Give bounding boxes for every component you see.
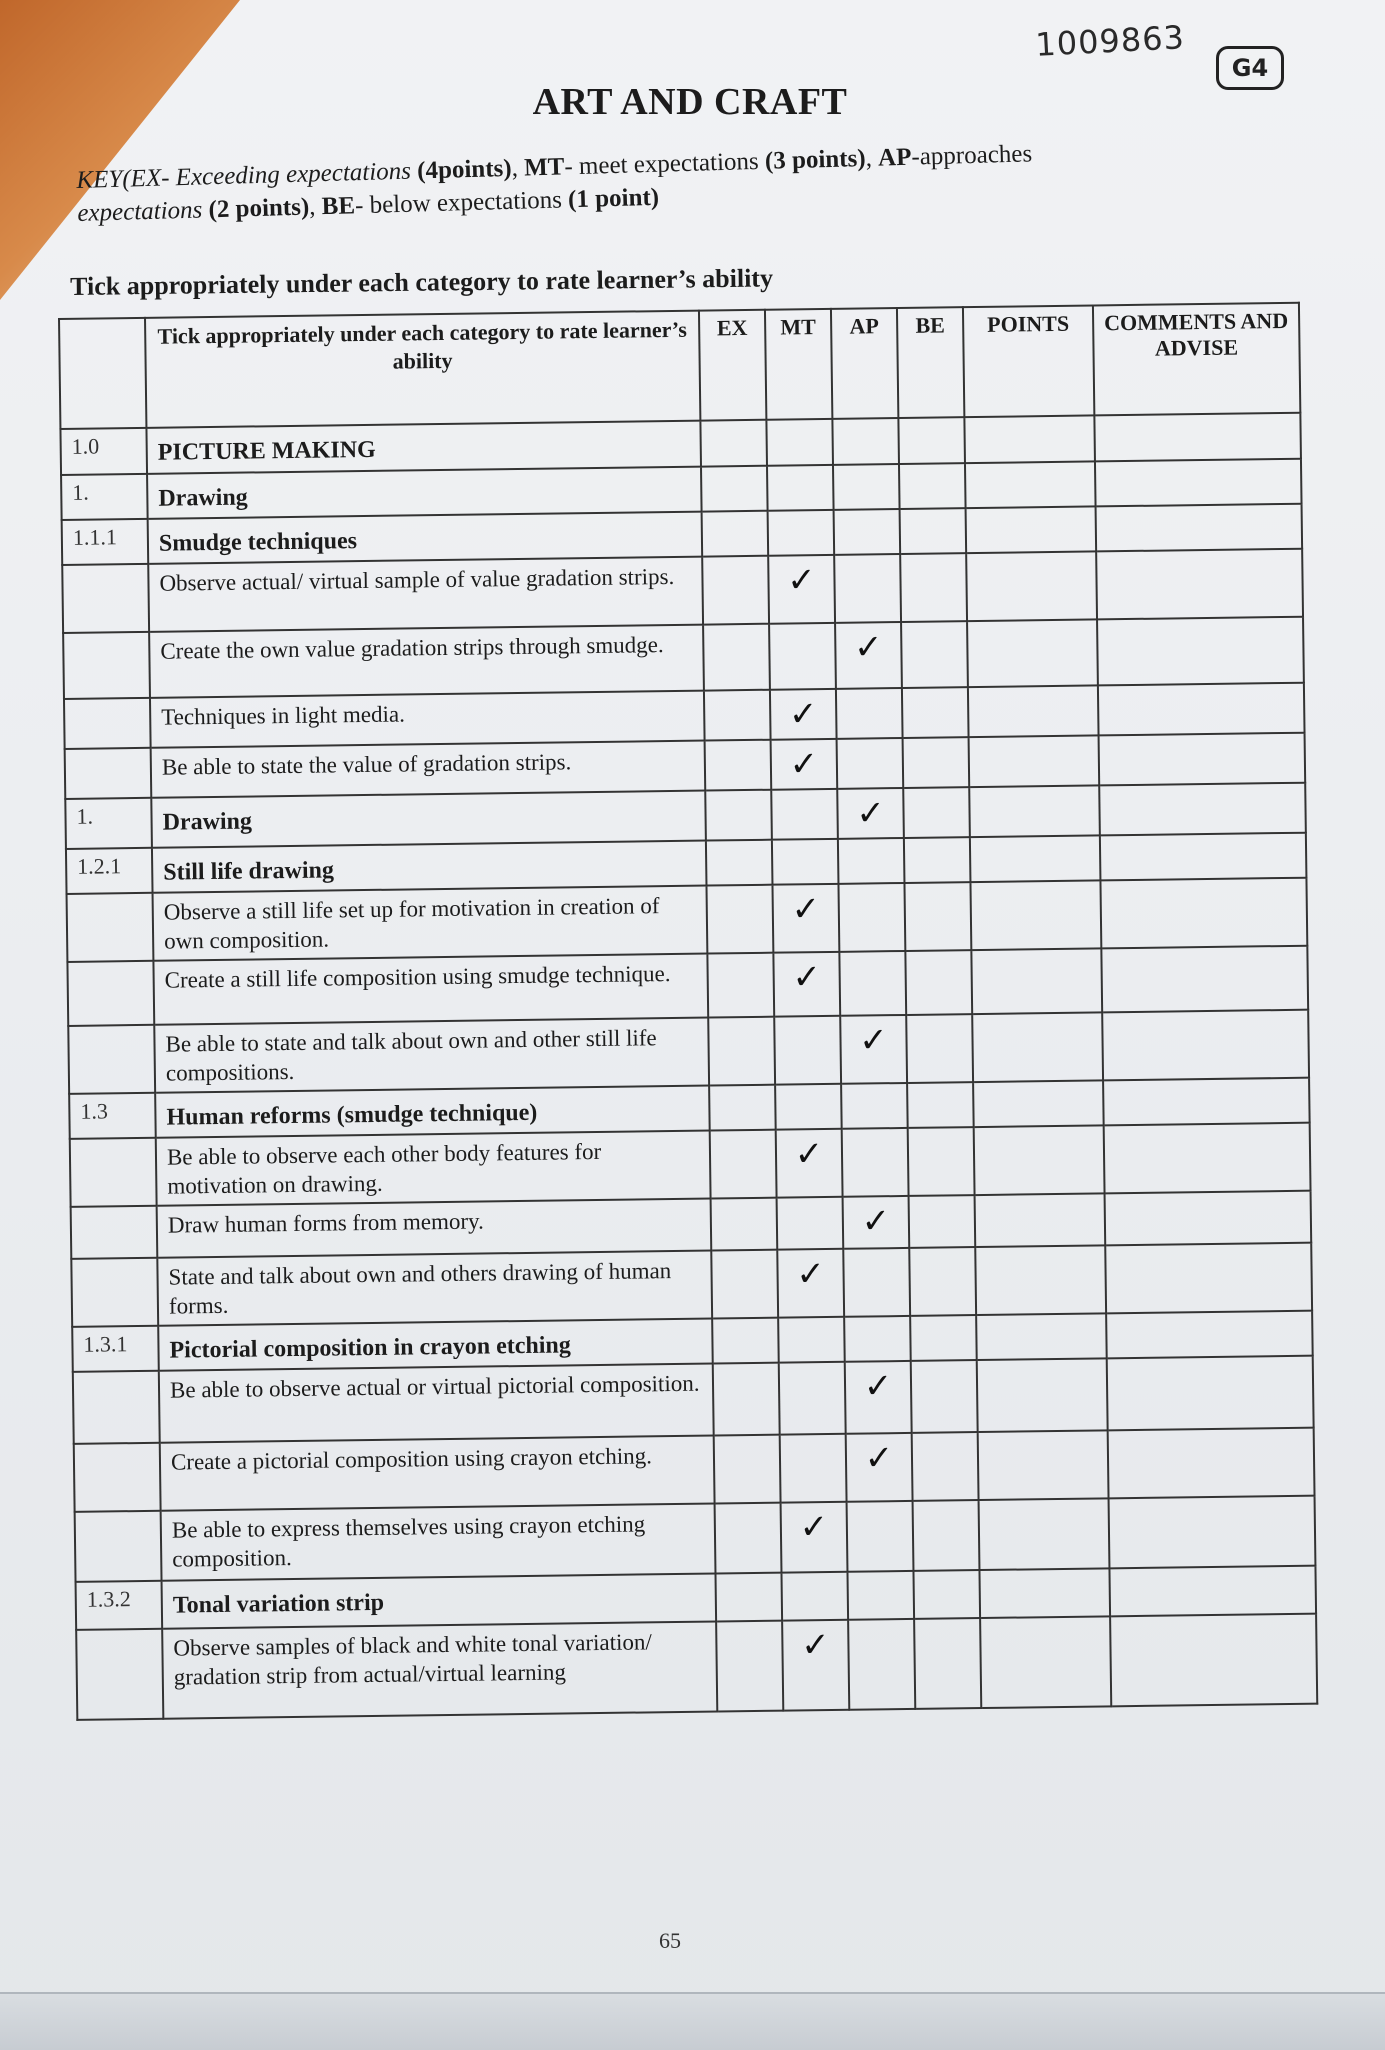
key-mt: MT	[523, 153, 565, 182]
key-ex: KEY(EX- Exceeding expectations	[76, 157, 418, 194]
row-number: 1.0	[60, 428, 147, 475]
comments-cell[interactable]	[1102, 1010, 1309, 1081]
comments-cell[interactable]	[1099, 783, 1306, 836]
section-heading: Human reforms (smudge technique)	[155, 1086, 710, 1138]
rating-cell-ex[interactable]	[705, 790, 772, 841]
comments-cell[interactable]	[1103, 1078, 1310, 1126]
criterion-text: Observe actual/ virtual sample of value gradation strips.	[148, 557, 703, 632]
rating-cell-ex[interactable]	[706, 885, 773, 954]
criterion-text: Be able to express themselves using crayon etching composition.	[161, 1504, 716, 1581]
points-cell[interactable]	[966, 506, 1097, 553]
points-cell[interactable]	[972, 1012, 1103, 1082]
rating-cell-be[interactable]	[908, 1127, 975, 1196]
handwritten-id: 1009863	[1034, 18, 1186, 64]
rating-cell-mt[interactable]	[774, 1016, 841, 1085]
criterion-text: Create the own value gradation strips through smudge.	[149, 625, 704, 698]
rating-cell-ex[interactable]	[702, 511, 769, 557]
row-number: 1.3.2	[76, 1581, 163, 1630]
rating-cell-mt[interactable]	[773, 952, 840, 1017]
rating-cell-mt[interactable]	[779, 1362, 846, 1435]
header-number-cell	[59, 318, 146, 429]
key-ap-text: -approaches	[911, 140, 1033, 171]
comments-cell[interactable]	[1109, 1496, 1316, 1569]
rating-cell-ex[interactable]	[715, 1503, 782, 1574]
tick-mark-icon: ✓	[864, 1438, 894, 1479]
points-cell[interactable]	[975, 1245, 1106, 1315]
tick-mark-icon: ✓	[853, 627, 883, 668]
rating-cell-ap[interactable]	[834, 554, 901, 623]
section-heading: PICTURE MAKING	[146, 421, 701, 474]
rating-cell-mt[interactable]	[782, 1620, 849, 1711]
comments-cell[interactable]	[1096, 504, 1303, 552]
rating-cell-ex[interactable]	[701, 466, 768, 512]
tick-mark-icon: ✓	[794, 1134, 824, 1175]
criterion-text: Be able to observe actual or virtual pictorial composition.	[159, 1364, 714, 1443]
points-cell[interactable]	[978, 1430, 1109, 1500]
rating-cell-be[interactable]	[907, 1082, 974, 1128]
points-cell[interactable]	[979, 1568, 1110, 1618]
points-cell[interactable]	[976, 1313, 1107, 1360]
points-cell[interactable]	[967, 619, 1098, 687]
rating-cell-be[interactable]	[898, 417, 965, 464]
page-number: 65	[659, 1928, 681, 1953]
tick-mark-icon: ✓	[796, 1254, 826, 1295]
row-number	[67, 893, 154, 962]
tick-mark-icon: ✓	[791, 889, 821, 930]
comments-cell[interactable]	[1110, 1614, 1317, 1707]
rating-cell-ap[interactable]	[844, 1316, 911, 1362]
table-row	[76, 1614, 1317, 1720]
header-ap: AP	[831, 308, 898, 419]
row-number	[63, 632, 150, 699]
rating-cell-ex[interactable]	[706, 840, 773, 886]
points-cell[interactable]	[964, 415, 1095, 463]
rating-cell-mt[interactable]	[768, 510, 835, 556]
key-sep: ,	[308, 193, 323, 221]
rating-cell-mt[interactable]	[775, 1084, 842, 1130]
rating-cell-be[interactable]	[904, 837, 971, 883]
row-number: 1.3	[69, 1093, 156, 1139]
comments-cell[interactable]	[1105, 1243, 1312, 1314]
rating-cell-be[interactable]	[904, 882, 971, 951]
row-number	[71, 1258, 158, 1327]
rating-cell-mt[interactable]	[772, 884, 839, 953]
rating-cell-ex[interactable]	[713, 1363, 780, 1436]
rating-cell-mt[interactable]	[780, 1434, 847, 1503]
points-cell[interactable]	[974, 1125, 1105, 1195]
rating-cell-be[interactable]	[903, 787, 970, 838]
rating-cell-ex[interactable]	[712, 1318, 779, 1364]
rating-cell-ex[interactable]	[709, 1085, 776, 1131]
tick-mark-icon: ✓	[856, 793, 886, 834]
rating-cell-mt[interactable]	[770, 689, 837, 740]
rating-cell-be[interactable]	[900, 508, 967, 554]
rating-cell-ap[interactable]	[847, 1571, 914, 1620]
header-be: BE	[897, 307, 964, 418]
points-cell[interactable]	[970, 880, 1101, 950]
rubric-table	[58, 302, 1318, 1721]
comments-cell[interactable]	[1096, 549, 1303, 620]
comments-cell[interactable]	[1105, 1191, 1312, 1246]
row-number	[67, 961, 154, 1026]
next-page-edge	[0, 1992, 1385, 2050]
points-cell[interactable]	[980, 1616, 1111, 1708]
comments-cell[interactable]	[1097, 617, 1304, 686]
rating-cell-be[interactable]	[909, 1247, 976, 1316]
comments-cell[interactable]	[1094, 413, 1301, 462]
rating-cell-be[interactable]	[910, 1315, 977, 1361]
rating-cell-be[interactable]	[900, 553, 967, 622]
points-cell[interactable]	[970, 835, 1101, 882]
tick-mark-icon: ✓	[786, 560, 817, 601]
row-number	[70, 1138, 157, 1207]
rating-cell-be[interactable]	[905, 950, 972, 1015]
tick-mark-icon: ✓	[799, 1507, 829, 1548]
tick-mark-icon: ✓	[792, 957, 822, 998]
points-cell[interactable]	[965, 461, 1096, 508]
rating-cell-ap[interactable]	[845, 1361, 912, 1434]
rating-cell-ap[interactable]	[841, 1083, 908, 1129]
rating-cell-ex[interactable]	[711, 1250, 778, 1319]
rating-cell-be[interactable]	[913, 1500, 980, 1571]
row-number	[74, 1443, 161, 1512]
row-number	[65, 748, 152, 799]
criterion-text: Observe samples of black and white tonal variation/ gradation strip from actual/virtual learning	[162, 1621, 717, 1718]
points-cell[interactable]	[977, 1358, 1108, 1432]
rating-cell-ap[interactable]	[833, 464, 900, 510]
comments-cell[interactable]	[1108, 1428, 1315, 1499]
section-heading: Drawing	[147, 467, 702, 519]
rating-cell-ex[interactable]	[708, 1017, 775, 1086]
rating-cell-ex[interactable]	[716, 1621, 783, 1712]
criterion-text: Be able to observe each other body features for motivation on drawing.	[156, 1131, 711, 1206]
comments-cell[interactable]	[1100, 833, 1307, 881]
comments-cell[interactable]	[1100, 878, 1307, 949]
rating-cell-mt[interactable]	[777, 1197, 844, 1250]
rating-cell-mt[interactable]	[766, 419, 833, 466]
section-heading: Drawing	[151, 791, 706, 848]
row-number	[71, 1206, 158, 1259]
key-sep: ,	[511, 154, 525, 182]
rating-cell-ex[interactable]	[704, 690, 771, 741]
section-heading: Still life drawing	[152, 841, 707, 893]
rating-cell-ap[interactable]	[834, 509, 901, 555]
comments-cell[interactable]	[1107, 1356, 1314, 1431]
rating-cell-be[interactable]	[901, 621, 968, 688]
rating-cell-be[interactable]	[899, 463, 966, 509]
page-title: ART AND CRAFT	[532, 81, 848, 123]
rating-cell-ex[interactable]	[715, 1573, 782, 1622]
header-comments: COMMENTS AND ADVISE	[1093, 303, 1300, 416]
criterion-text: State and talk about own and others drawing of human forms.	[157, 1251, 712, 1326]
row-number	[64, 698, 151, 749]
rating-cell-be[interactable]	[909, 1195, 976, 1248]
rating-cell-mt[interactable]	[776, 1129, 843, 1198]
comments-cell[interactable]	[1101, 946, 1308, 1013]
rating-cell-ap[interactable]	[847, 1501, 914, 1572]
rating-cell-ex[interactable]	[703, 624, 770, 691]
key-sep: ,	[865, 144, 879, 172]
rating-cell-be[interactable]	[913, 1570, 980, 1619]
comments-cell[interactable]	[1095, 459, 1302, 507]
section-heading: Pictorial composition in crayon etching	[158, 1319, 713, 1371]
rating-cell-mt[interactable]	[778, 1317, 845, 1363]
tick-mark-icon: ✓	[789, 744, 819, 785]
rubric-sheet	[58, 302, 1317, 1768]
rating-cell-ap[interactable]	[837, 788, 904, 839]
rating-cell-ap[interactable]	[843, 1196, 910, 1249]
rating-cell-be[interactable]	[902, 687, 969, 738]
key-be-points: (1 point)	[567, 183, 660, 214]
rating-cell-be[interactable]	[903, 737, 970, 788]
rating-cell-ap[interactable]	[832, 418, 899, 465]
header-points: POINTS	[963, 305, 1094, 417]
rating-cell-mt[interactable]	[777, 1249, 844, 1318]
points-cell[interactable]	[979, 1498, 1110, 1570]
rating-cell-mt[interactable]	[781, 1502, 848, 1573]
rating-cell-ex[interactable]	[707, 953, 774, 1018]
rating-cell-mt[interactable]	[769, 623, 836, 690]
criterion-text: Observe a still life set up for motivation in creation of own composition.	[153, 886, 708, 961]
points-cell[interactable]	[973, 1080, 1104, 1127]
key-mt-points: (3 points)	[764, 144, 866, 175]
tick-mark-icon: ✓	[788, 694, 818, 735]
rating-cell-ap[interactable]	[837, 738, 904, 789]
rating-cell-ex[interactable]	[710, 1130, 777, 1199]
rating-cell-be[interactable]	[912, 1432, 979, 1501]
points-cell[interactable]	[969, 735, 1100, 787]
instruction-text: Tick appropriately under each category to rate learner’s ability	[70, 263, 774, 301]
rating-cell-ap[interactable]	[843, 1248, 910, 1317]
key-expectations: expectations	[77, 196, 209, 227]
header-ex: EX	[699, 310, 766, 421]
rating-cell-ap[interactable]	[839, 951, 906, 1016]
header-mt: MT	[765, 309, 832, 420]
rating-cell-ex[interactable]	[705, 740, 772, 791]
rating-cell-ex[interactable]	[700, 420, 767, 467]
comments-cell[interactable]	[1098, 683, 1305, 736]
criterion-text: Techniques in light media.	[150, 691, 705, 748]
rating-cell-be[interactable]	[914, 1618, 981, 1709]
rating-cell-ap[interactable]	[842, 1128, 909, 1197]
header-description: Tick appropriately under each category to rate learner’s ability	[145, 311, 700, 428]
points-cell[interactable]	[975, 1193, 1106, 1247]
rating-cell-ap[interactable]	[836, 688, 903, 739]
points-cell[interactable]	[966, 551, 1097, 621]
row-number	[76, 1629, 163, 1720]
rating-cell-ap[interactable]	[838, 838, 905, 884]
key-ap-points: (2 points)	[208, 193, 310, 224]
key-be: BE	[321, 192, 356, 221]
comments-cell[interactable]	[1109, 1566, 1316, 1617]
tick-mark-icon: ✓	[800, 1625, 830, 1666]
row-number	[75, 1511, 162, 1582]
tick-mark-icon: ✓	[863, 1366, 893, 1407]
rating-cell-ap[interactable]	[838, 883, 905, 952]
rating-cell-mt[interactable]	[771, 789, 838, 840]
row-number: 1.	[65, 798, 152, 849]
criterion-text: Draw human forms from memory.	[157, 1199, 712, 1258]
rating-cell-be[interactable]	[906, 1014, 973, 1083]
rating-cell-ap[interactable]	[840, 1015, 907, 1084]
rating-cell-ex[interactable]	[714, 1435, 781, 1504]
criterion-text: Be able to state the value of gradation strips.	[151, 741, 706, 798]
row-number	[73, 1371, 160, 1444]
section-heading: Smudge techniques	[148, 512, 703, 564]
rating-cell-mt[interactable]	[781, 1572, 848, 1621]
row-number: 1.2.1	[66, 848, 153, 894]
key-ap: AP	[877, 143, 912, 172]
row-number: 1.	[61, 474, 148, 520]
comments-cell[interactable]	[1106, 1311, 1313, 1359]
rating-cell-mt[interactable]	[767, 465, 834, 511]
points-cell[interactable]	[969, 785, 1100, 837]
rating-cell-ap[interactable]	[835, 622, 902, 689]
table-header-row	[59, 303, 1300, 429]
rating-cell-mt[interactable]	[768, 555, 835, 624]
row-number: 1.3.1	[72, 1326, 159, 1372]
key-ex-points: (4points)	[416, 154, 512, 185]
criterion-text: Create a still life composition using smudge technique.	[153, 954, 708, 1025]
tick-mark-icon: ✓	[861, 1201, 891, 1242]
grade-badge: G4	[1216, 46, 1284, 90]
rating-cell-ex[interactable]	[711, 1198, 778, 1251]
row-number	[62, 564, 149, 633]
key-mt-text: - meet expectations	[564, 147, 766, 181]
rating-cell-mt[interactable]	[771, 739, 838, 790]
row-number: 1.1.1	[62, 519, 149, 565]
rating-cell-mt[interactable]	[772, 839, 839, 885]
rating-cell-ap[interactable]	[846, 1433, 913, 1502]
rating-cell-be[interactable]	[911, 1360, 978, 1433]
tick-mark-icon: ✓	[859, 1020, 889, 1061]
rubric-body	[60, 413, 1317, 1720]
section-heading: Tonal variation strip	[162, 1574, 717, 1629]
points-cell[interactable]	[971, 948, 1102, 1014]
comments-cell[interactable]	[1104, 1123, 1311, 1194]
comments-cell[interactable]	[1099, 733, 1306, 786]
criterion-text: Be able to state and talk about own and other still life compositions.	[154, 1018, 709, 1093]
rating-cell-ap[interactable]	[848, 1619, 915, 1710]
row-number	[68, 1025, 155, 1094]
key-be-text: - below expectations	[354, 186, 569, 220]
rating-cell-ex[interactable]	[702, 556, 769, 625]
points-cell[interactable]	[968, 685, 1099, 737]
criterion-text: Create a pictorial composition using crayon etching.	[160, 1436, 715, 1511]
